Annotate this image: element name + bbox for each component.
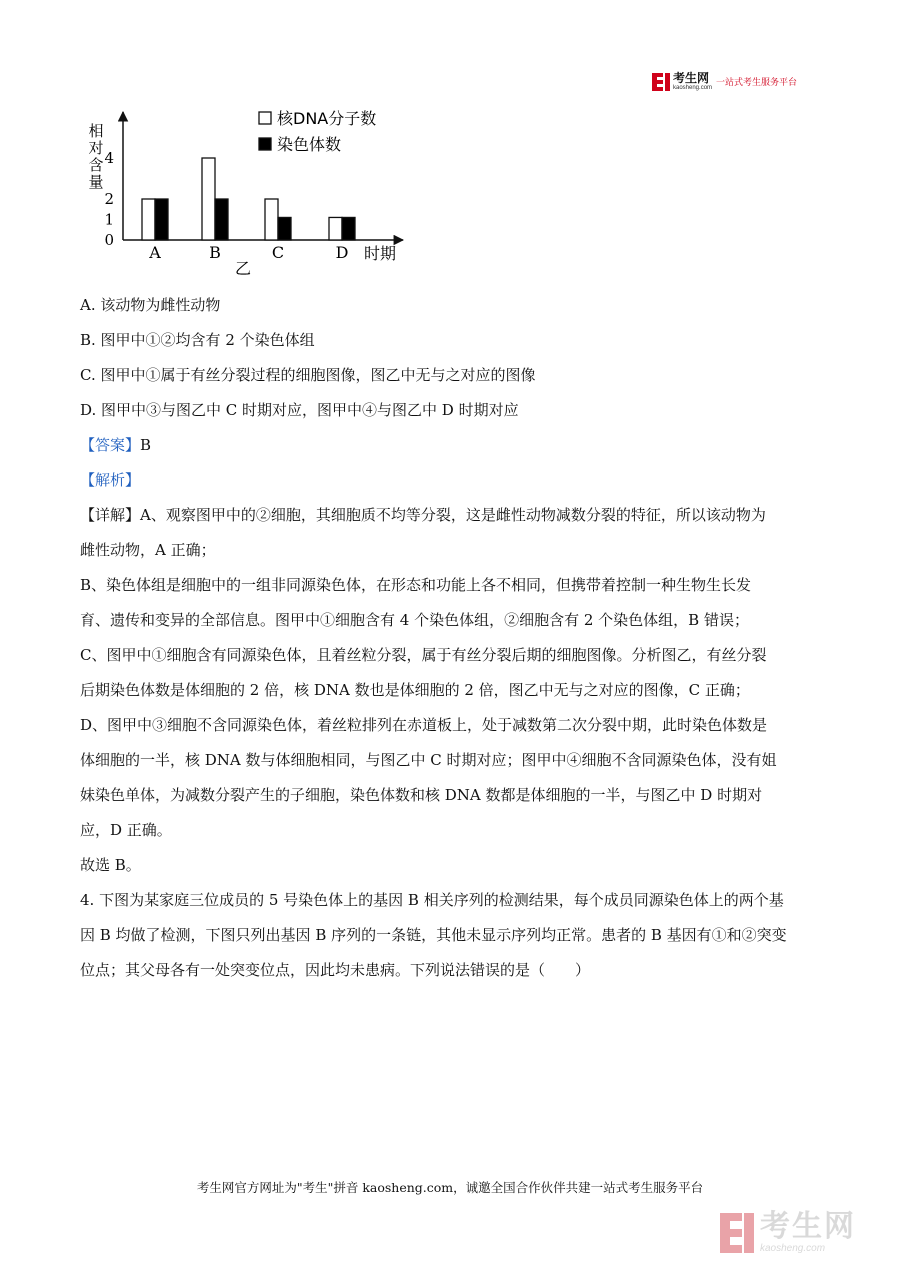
bar-d-chromosome — [342, 217, 355, 240]
watermark-cn: 考生网 — [760, 1209, 856, 1244]
legend-label-1: 染色体数 — [277, 135, 342, 154]
legend-swatch-1 — [259, 138, 271, 150]
bar-chart — [78, 100, 418, 275]
detail-line-5: 后期染色体数是体细胞的 2 倍，核 DNA 数也是体细胞的 2 倍，图乙中无与之对应的图像，C 正确； — [80, 681, 750, 699]
detail-line-4: C、图甲中①细胞含有同源染色体，且着丝粒分裂，属于有丝分裂后期的细胞图像。分析图乙，有丝分裂 — [80, 646, 767, 664]
answer-line — [80, 428, 830, 463]
detail-line-10: 故选 B。 — [80, 856, 141, 874]
site-logo — [652, 72, 797, 91]
detail-label: 【详解】 — [80, 506, 141, 524]
option-b: B. 图甲中①②均含有 2 个染色体组 — [80, 331, 315, 349]
answer-value: B — [140, 436, 152, 454]
chart-title: 乙 — [234, 259, 252, 275]
question4-line-2: 位点；其父母各有一处突变位点，因此均未患病。下列说法错误的是（ ） — [80, 961, 591, 979]
x-tick-label-c: C — [271, 243, 285, 262]
logo-mark-icon — [652, 73, 670, 91]
x-tick-label-b: B — [209, 243, 221, 262]
detail-line-0 — [80, 498, 830, 533]
bar-c-dna — [265, 199, 278, 240]
y-tick-label-2: 2 — [104, 190, 114, 208]
y-axis-label: 相对含量 — [88, 122, 104, 191]
watermark-text — [760, 1209, 856, 1254]
question4-line-1: 因 B 均做了检测，下图只列出基因 B 序列的一条链，其他未显示序列均正常。患者的 B 基因有①和②突变 — [80, 926, 787, 944]
logo-brand — [673, 72, 712, 91]
page-footer: 考生网官方网址为"考生"拼音 kaosheng.com，诚邀全国合作伙伴共建一站式考生服务平台 — [196, 1180, 704, 1195]
options-block — [80, 288, 830, 988]
detail-line-1: 雌性动物，A 正确； — [80, 541, 216, 559]
option-c: C. 图甲中①属于有丝分裂过程的细胞图像，图乙中无与之对应的图像 — [80, 366, 536, 384]
watermark-logo-icon — [720, 1213, 754, 1253]
question4-line-0: 4. 下图为某家庭三位成员的 5 号染色体上的基因 B 相关序列的检测结果，每个成员同源染色体上的两个基 — [80, 891, 784, 909]
watermark — [720, 1209, 856, 1254]
legend-label-0: 核DNA分子数 — [277, 109, 377, 128]
bar-b-chromosome — [215, 199, 228, 240]
detail-line-7: 体细胞的一半，核 DNA 数与体细胞相同，与图乙中 C 时期对应；图甲中④细胞不含同源染色体，没有姐 — [80, 751, 777, 769]
detail-line-9: 应，D 正确。 — [80, 821, 172, 839]
detail-line-8: 妹染色单体，为减数分裂产生的子细胞，染色体数和核 DNA 数都是体细胞的一半，与图乙中 D 时期对 — [80, 786, 763, 804]
detail-line-3: 育、遗传和变异的全部信息。图甲中①细胞含有 4 个染色体组，②细胞含有 2 个染色体组，B 错误； — [80, 611, 749, 629]
y-tick-label-0: 0 — [104, 231, 114, 249]
bar-b-dna — [202, 158, 215, 240]
logo-text-en: kaosheng.com — [673, 85, 713, 91]
y-tick-label-1: 1 — [104, 210, 114, 229]
bar-c-chromosome — [278, 217, 291, 240]
detail-line-2: B、染色体组是细胞中的一组非同源染色体，在形态和功能上各不相同，但携带着控制一种生物生长发 — [80, 576, 752, 594]
analysis-label: 【解析】 — [80, 471, 141, 489]
detail-line-6: D、图甲中③细胞不含同源染色体，着丝粒排列在赤道板上，处于减数第二次分裂中期，此时染色体数是 — [80, 716, 768, 734]
x-axis-label: 时期 — [364, 244, 397, 263]
bar-chart-svg — [78, 100, 418, 275]
legend-swatch-0 — [259, 112, 271, 124]
x-tick-label-d: D — [335, 243, 349, 262]
bar-a-dna — [142, 199, 155, 240]
bar-d-dna — [329, 217, 342, 240]
option-a: A. 该动物为雌性动物 — [80, 296, 221, 314]
detail-text: A、观察图甲中的②细胞，其细胞质不均等分裂，这是雌性动物减数分裂的特征，所以该动物为 — [140, 506, 766, 524]
option-d: D. 图甲中③与图乙中 C 时期对应，图甲中④与图乙中 D 时期对应 — [80, 401, 519, 419]
logo-slogan: 一站式考生服务平台 — [716, 78, 798, 88]
x-tick-label-a: A — [149, 243, 161, 262]
bar-a-chromosome — [155, 199, 168, 240]
y-tick-label-4: 4 — [104, 149, 114, 167]
watermark-en: kaosheng.com — [760, 1243, 826, 1254]
answer-label: 【答案】 — [80, 436, 141, 454]
logo-text-cn: 考生网 — [673, 71, 710, 85]
